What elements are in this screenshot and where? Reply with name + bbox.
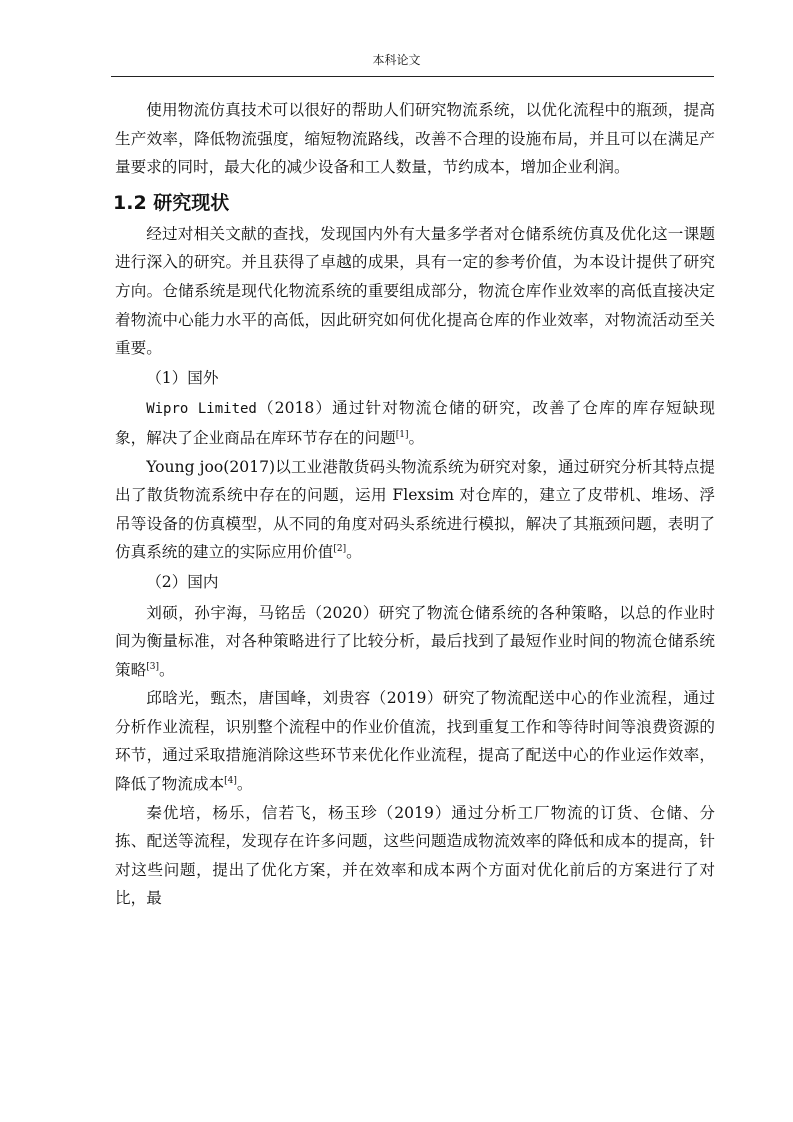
- paragraph-end: 。: [408, 428, 425, 447]
- reference-paragraph-4: [115, 684, 715, 798]
- header-divider: [111, 76, 714, 77]
- citation-marker: [1]: [395, 429, 409, 440]
- reference-paragraph-2: [115, 453, 715, 567]
- citation-marker: [4]: [224, 775, 237, 786]
- paragraph-text: 邱晗光，甄杰，唐国峰，刘贵容（2019）研究了物流配送中心的作业流程，通过分析作业流程，识别整个流程中的作业价值流，找到重复工作和等待时间等浪费资源的环节，通过采取措施消除这些环节来优化作业流程，提高了配送中心的作业运作效率，降低了物流成本: [115, 689, 715, 794]
- reference-paragraph-5: [115, 799, 715, 913]
- reference-paragraph-1: [115, 394, 715, 452]
- foreign-label: （1）国外: [146, 368, 219, 387]
- paragraph-end: 。: [158, 660, 175, 679]
- header-title: 本科论文: [372, 53, 421, 67]
- paragraph-text: 刘硕，孙宇海，马铭岳（2020）研究了物流仓储系统的各种策略，以总的作业时间为衡量标准，对各种策略进行了比较分析，最后找到了最短作业时间的物流仓储系统策略: [115, 603, 715, 679]
- paragraph-text: 秦优培，杨乐，信若飞，杨玉珍（2019）通过分析工厂物流的订货、仓储、分拣、配送等流程，发现存在许多问题，这些问题造成物流效率的降低和成本的提高，针对这些问题，提出了优化方案，并在效率和成本两个方面对优化前后的方案进行了对比，最: [115, 803, 715, 908]
- citation-marker: [3]: [146, 661, 159, 672]
- section-heading: 1.2 研究现状: [113, 191, 230, 214]
- paragraph-end: 。: [346, 543, 362, 562]
- domestic-label: （2）国内: [146, 572, 219, 591]
- paragraph-end: 。: [236, 775, 253, 794]
- page-header: [0, 52, 793, 68]
- paragraph-text: (2017)以工业港散货码头物流系统为研究对象，通过研究分析其特点提出了散货物流系统中存在的问题，运用 Flexsim 对仓库的，建立了皮带机、堆场、浮吊等设备的仿真模型，从不同的角度对码头系统进行模拟，解决了其瓶颈问题，表明了仿真系统的建立的实际应用价值: [115, 457, 716, 562]
- author-name: Wipro Limited: [146, 401, 257, 418]
- reference-paragraph-3: [115, 599, 715, 685]
- author-name: Young joo: [146, 457, 224, 476]
- citation-marker: [2]: [333, 544, 347, 555]
- overview-paragraph: 经过对相关文献的查找，发现国内外有大量多学者对仓储系统仿真及优化这一课题进行深入的研究。并且获得了卓越的成果，具有一定的参考价值，为本设计提供了研究方向。仓储系统是现代化物流系统的重要组成部分，物流仓库作业效率的高低直接决定着物流中心能力水平的高低，因此研究如何优化提高仓库的作业效率，对物流活动至关重要。: [115, 224, 715, 358]
- document-body: [115, 96, 715, 913]
- paragraph-text: （2018）通过针对物流仓储的研究，改善了仓库的库存短缺现象，解决了企业商品在库环节存在的问题: [115, 399, 716, 447]
- intro-paragraph: 使用物流仿真技术可以很好的帮助人们研究物流系统，以优化流程中的瓶颈，提高生产效率，降低物流强度，缩短物流路线，改善不合理的设施布局，并且可以在满足产量要求的同时，最大化的减少设备和工人数量，节约成本，增加企业利润。: [115, 101, 715, 177]
